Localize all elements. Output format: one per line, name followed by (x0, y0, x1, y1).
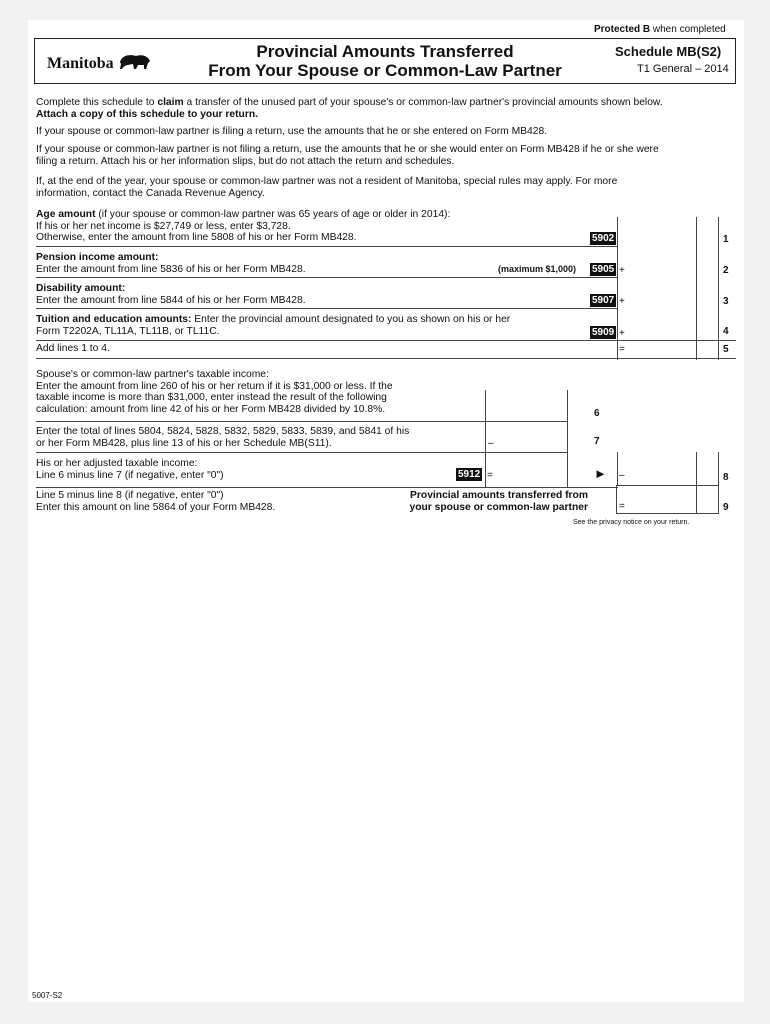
line-4-description: Tuition and education amounts: Enter the provincial amount designated to you as shown on his or her Form T2202A, TL11A, TL11B, or TL11C. (36, 314, 511, 337)
line-number-4: 4 (723, 326, 729, 337)
form-title-line2: From Your Spouse or Common-Law Partner (208, 61, 562, 80)
line-2-description: Pension income amount: Enter the amount from line 5836 of his or her Form MB428. (36, 252, 306, 275)
line-5-description: Add lines 1 to 4. (36, 343, 110, 354)
privacy-notice: See the privacy notice on your return. (573, 519, 690, 526)
line-1-amount-field[interactable] (618, 217, 718, 245)
plus-sign: + (619, 328, 625, 339)
line-8-amount-field[interactable] (496, 454, 566, 486)
field-code-5902: 5902 (592, 233, 615, 244)
line-4-amount-field[interactable] (626, 310, 718, 338)
line-7-amount-field[interactable] (496, 423, 566, 451)
line-number-7: 7 (594, 436, 600, 447)
line-1-description: Age amount (if your spouse or common-law partner was 65 years of age or older in 2014): If his or her net income is $27,749 or less, enter $3,728. Otherwise, enter the amount from line 5808 of his or her Form MB428. (36, 209, 451, 243)
field-code-5907: 5907 (592, 295, 615, 306)
intro-paragraph-3: If your spouse or common-law partner is not filing a return, use the amounts that he or she would enter on Form MB428 if he or she were filing a return. Attach his or her information slips, but do not attach the return and schedules. (36, 144, 659, 167)
protected-b-label: Protected B when completed (594, 24, 726, 35)
manitoba-logo: Manitoba (47, 53, 152, 73)
minus-sign: – (619, 470, 625, 481)
field-code-5909: 5909 (592, 327, 615, 338)
line-number-2: 2 (723, 265, 729, 276)
equals-sign: = (619, 344, 625, 355)
form-header (34, 38, 736, 84)
schedule-id: Schedule MB(S2) (615, 44, 722, 59)
bison-icon (118, 53, 152, 71)
intro-paragraph-4: If, at the end of the year, your spouse or common-law partner was not a resident of Manitoba, special rules may apply. For more information, contact the Canada Revenue Agency. (36, 176, 618, 199)
minus-sign: – (488, 438, 494, 449)
line-2-amount-field[interactable] (626, 248, 718, 276)
line-9-amount-field[interactable] (616, 485, 719, 514)
line-number-6: 6 (594, 408, 600, 419)
line-3-description: Disability amount: Enter the amount from line 5844 of his or her Form MB428. (36, 283, 306, 306)
line-number-5: 5 (723, 344, 729, 355)
field-code-5912: 5912 (458, 469, 481, 480)
equals-sign: = (619, 501, 625, 512)
plus-sign: + (619, 265, 625, 276)
intro-paragraph-2: If your spouse or common-law partner is filing a return, use the amounts that he or she entered on Form MB428. (36, 126, 548, 137)
line-6-description: Spouse's or common-law partner's taxable income: Enter the amount from line 260 of his or her return if it is $31,000 or less. If the taxable income is more than $31,000, enter instead the result of the following calculation: amount from line 42 of his or her Form MB428 divided by 10.8%. (36, 369, 393, 415)
line-8-right-amount-field[interactable] (626, 452, 718, 486)
form-code: 5007-S2 (32, 991, 63, 1000)
equals-sign: = (487, 470, 493, 481)
line-number-9: 9 (723, 502, 729, 513)
line-6-amount-field[interactable] (486, 390, 566, 420)
line-2-maximum: (maximum $1,000) (498, 264, 577, 274)
line-5-amount-field[interactable] (626, 341, 718, 358)
arrow-right-icon: ► (594, 466, 607, 481)
line-9-result-label: Provincial amounts transferred from your spouse or common-law partner (409, 490, 588, 513)
line-7-description: Enter the total of lines 5804, 5824, 5828, 5832, 5829, 5833, 5839, and 5841 of his or her Form MB428, plus line 13 of his or her Schedule MB(S11). (36, 426, 410, 449)
line-3-amount-field[interactable] (626, 279, 718, 307)
form-year: T1 General – 2014 (637, 63, 729, 75)
line-number-1: 1 (723, 234, 729, 245)
line-8-description: His or her adjusted taxable income: Line 6 minus line 7 (if negative, enter "0") (36, 458, 224, 481)
form-page (28, 20, 744, 1002)
line-number-3: 3 (723, 296, 729, 307)
form-title-line1: Provincial Amounts Transferred (256, 42, 514, 61)
line-9-description: Line 5 minus line 8 (if negative, enter "0") Enter this amount on line 5864 of your Form MB428. (36, 490, 276, 513)
plus-sign: + (619, 296, 625, 307)
intro-paragraph-1: Complete this schedule to claim a transfer of the unused part of your spouse's or common-law partner's provincial amounts shown below. Attach a copy of this schedule to your return. (36, 97, 663, 120)
field-code-5905: 5905 (592, 264, 615, 275)
line-number-8: 8 (723, 472, 729, 483)
